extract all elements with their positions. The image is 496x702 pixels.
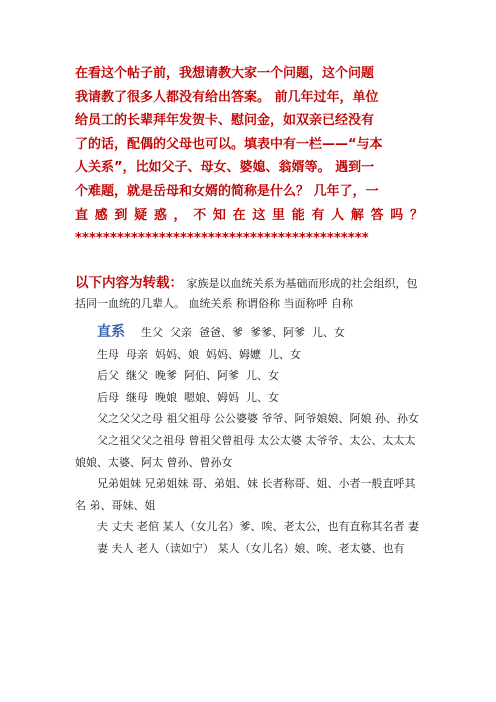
- list-item: [75, 322, 423, 344]
- list-item: [75, 430, 423, 473]
- intro-line: 在看这个帖子前，我想请教大家一个问题，这个问题: [75, 66, 375, 81]
- list-item: [75, 387, 423, 409]
- list-item: [75, 365, 423, 387]
- intro-line: 个难题，就是岳母和女婿的简称是什么？ 几年了，一: [75, 183, 379, 199]
- kinship-row-text: 夫 丈夫 老倌 某人（女儿名）爹、唉、老太公，也有直称其名者 妻: [97, 520, 419, 534]
- intro-line: 人关系”，比如父子、母女、婆媳、翁婿等。 遇到一: [75, 160, 375, 176]
- kinship-row-text: 后父 继父 晚爹 阿伯、阿爹 儿、女: [97, 369, 279, 383]
- separator-stars: ******************************************: [75, 231, 369, 247]
- intro-line: 给员工的长辈拜年发贺卡、慰问金，如双亲已经没有: [75, 113, 375, 129]
- list-item: [75, 538, 423, 560]
- list-item: [75, 344, 423, 366]
- kinship-row-text: 父之父父之母 祖父祖母 公公婆婆 爷爷、阿爷娘娘、阿娘 孙、孙女: [97, 412, 419, 426]
- repost-text: 家族是以血统关系为基础而形成的社会组织，包括同一血统的几辈人。 血统关系 称谓俗称 当面称呼 自称: [75, 277, 418, 310]
- list-item: [75, 516, 423, 538]
- intro-line: 了的话，配偶的父母也可以。填表中有一栏——“与本: [75, 136, 383, 152]
- list-item: [75, 408, 423, 430]
- kinship-list: [75, 322, 423, 560]
- list-item: [75, 473, 423, 516]
- intro-line: 我请教了很多人都没有给出答案。 前几年过年，单位: [75, 89, 379, 105]
- intro-line: 直感到疑惑，不知在这里能有人解答吗？: [75, 207, 423, 223]
- kinship-row-text: 后母 继母 晚娘 嗯娘、姆妈 儿、女: [97, 390, 279, 404]
- kinship-row-text: 生母 母亲 妈妈、娘 妈妈、姆嬷 儿、女: [97, 347, 301, 361]
- kinship-row-text: 妻 夫人 老人（读如宁） 某人（女儿名）娘、唉、老太婆、也有: [97, 541, 405, 555]
- section-title: 直系: [97, 324, 125, 340]
- kinship-row-text: 兄弟姐妹 兄弟姐妹 哥、弟姐、妹 长者称哥、姐、小者一般直呼其名 弟、哥妹、姐: [75, 477, 416, 512]
- repost-intro: [75, 273, 423, 314]
- intro-question: [75, 62, 423, 251]
- repost-heading: 以下内容为转载：: [75, 275, 183, 291]
- kinship-row-text: 父之祖父父之祖母 曾祖父曾祖母 太公太婆 太爷爷、太公、太太太娘娘、太婆、阿太 曾孙、曾孙女: [75, 433, 416, 469]
- kinship-row-text: 生父 父亲 爸爸、爹 爹爹、阿爹 儿、女: [141, 326, 345, 339]
